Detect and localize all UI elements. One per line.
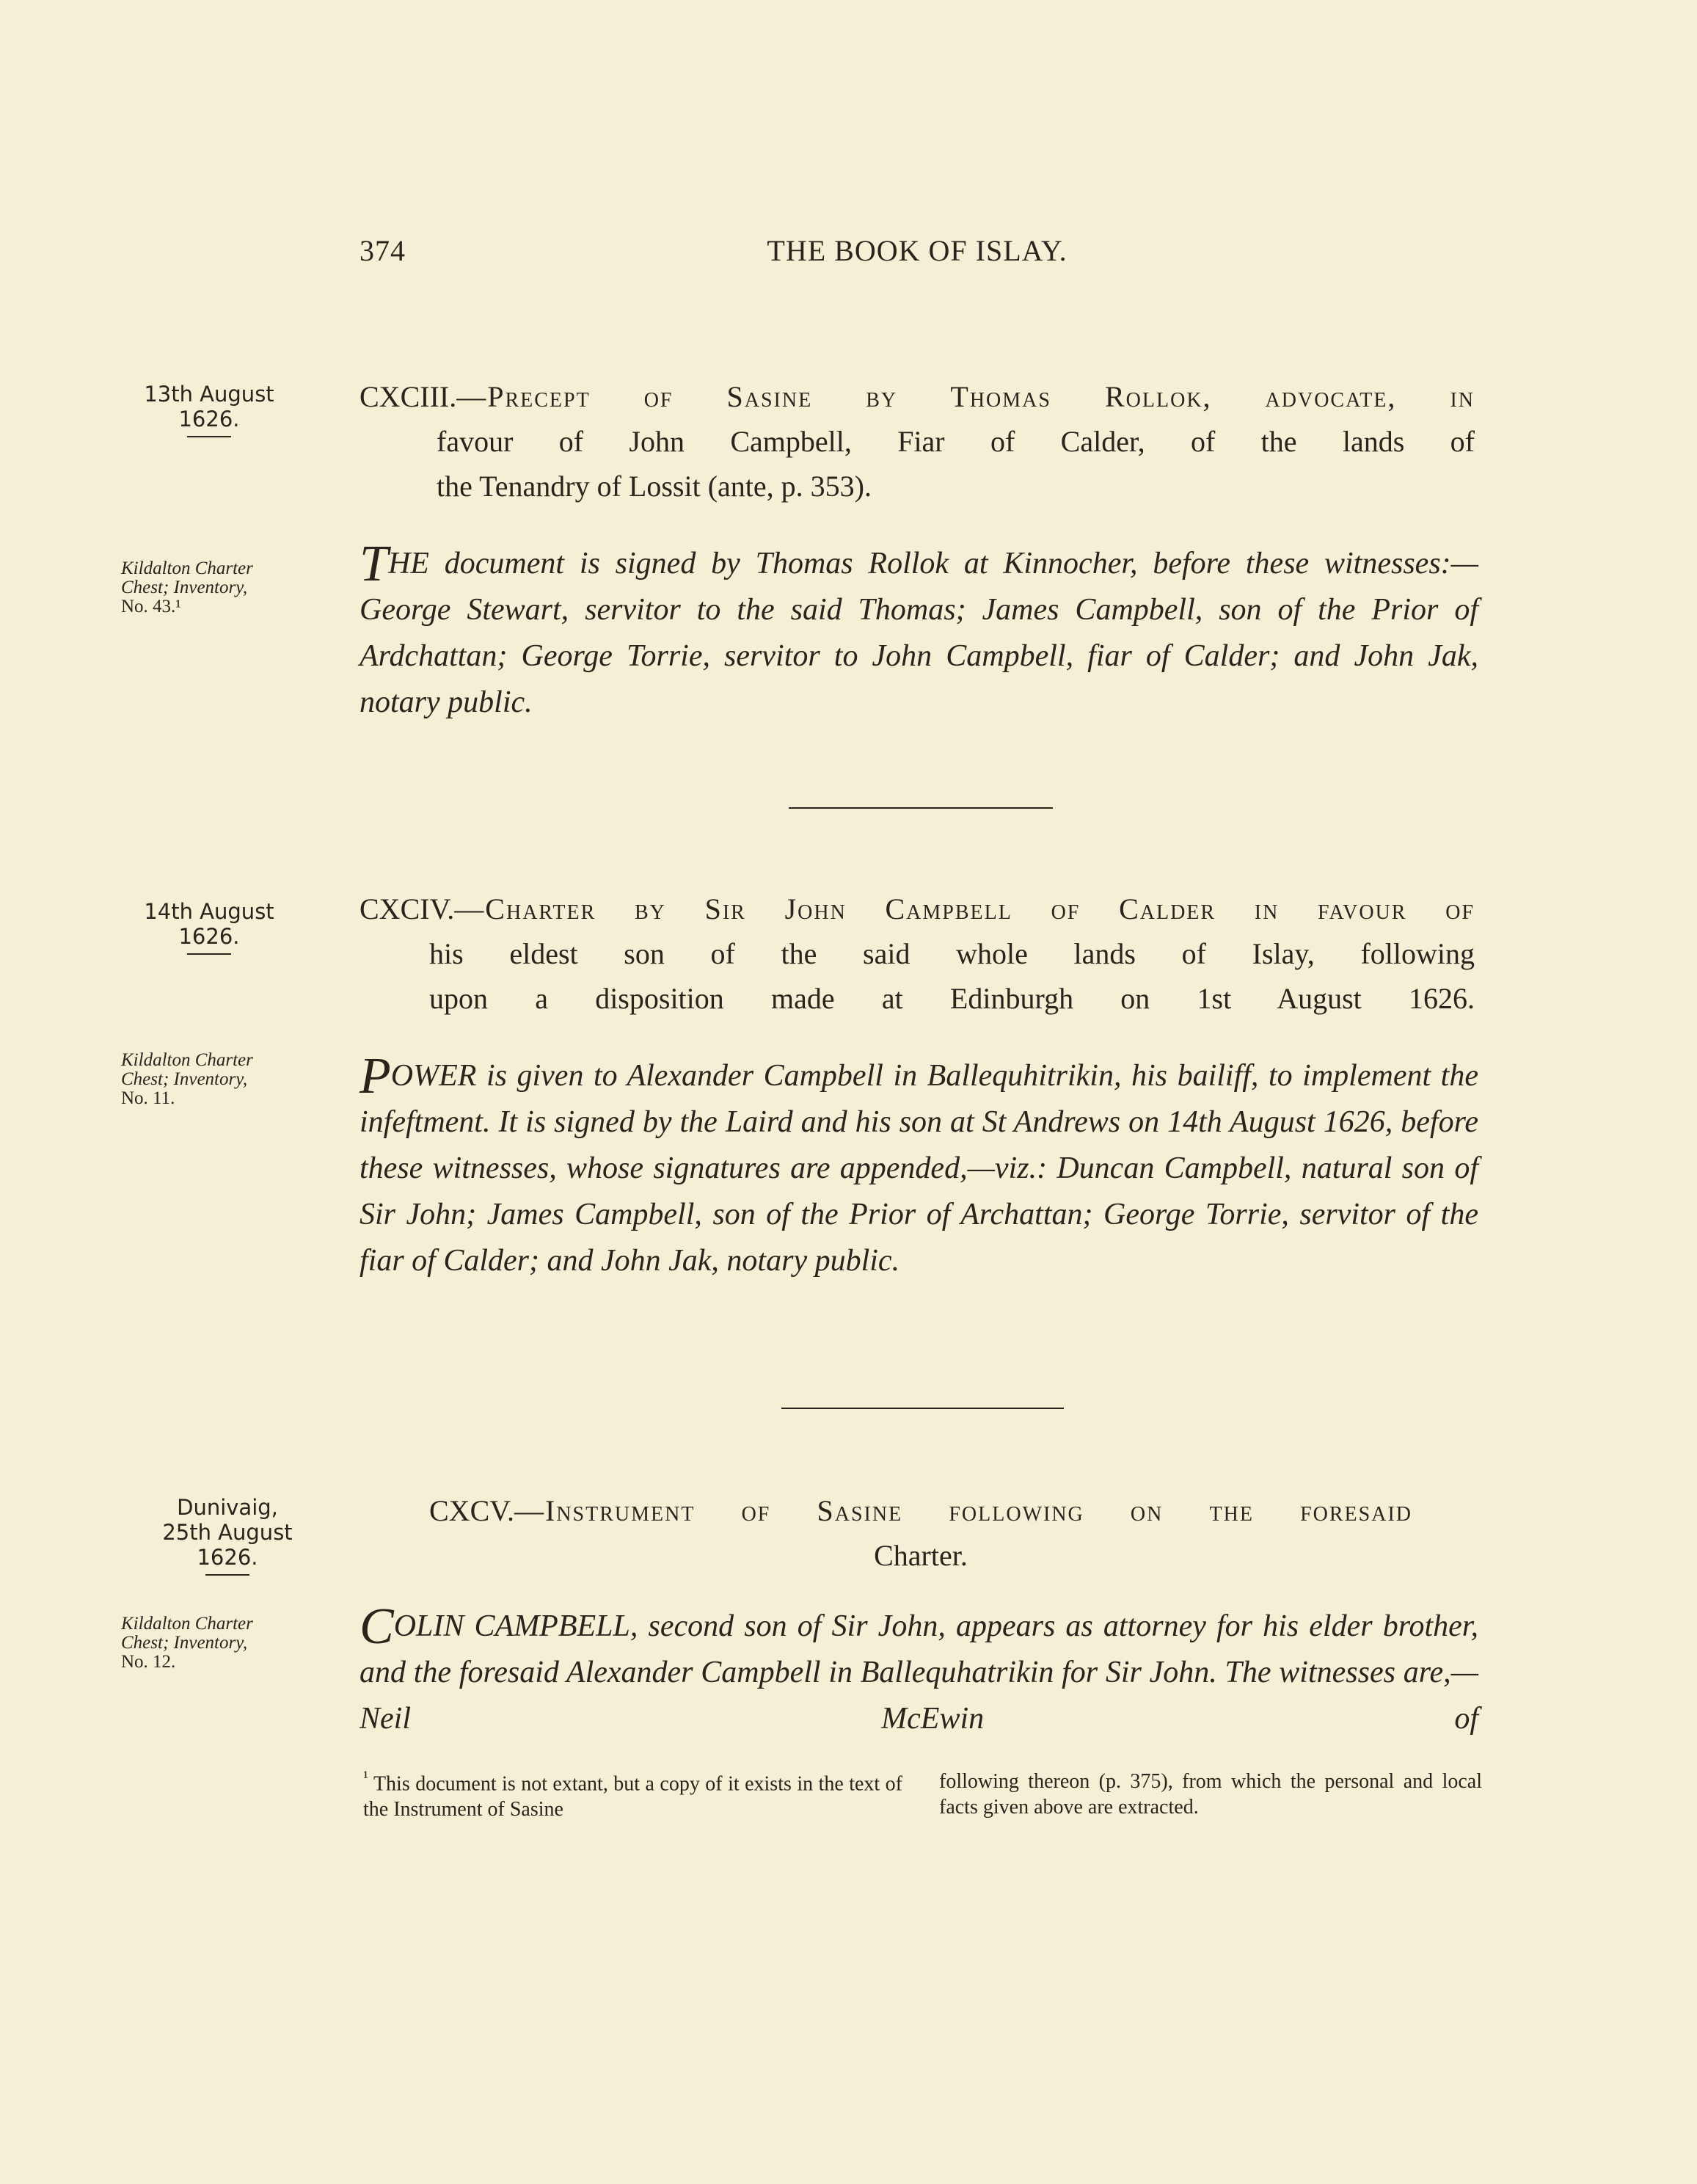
entry-title-line: favour of John Campbell, Fiar of Calder, of the lands of: [437, 425, 1475, 458]
source-line: No. 12.: [121, 1652, 176, 1672]
entry-body-cxcv: [360, 1598, 1478, 1742]
entry-title-line: upon a disposition made at Edinburgh on 1st August 1626.: [429, 982, 1475, 1015]
entry-title-line: [360, 887, 1475, 931]
source-line: Kildalton Charter: [121, 1614, 253, 1634]
source-line: Kildalton Charter: [121, 1050, 253, 1070]
date-line: 1626.: [197, 1545, 258, 1570]
page-number: 374: [360, 234, 406, 267]
source-line: No. 11.: [121, 1088, 175, 1108]
entry-body-cxciii: [360, 536, 1478, 726]
drop-cap: P: [360, 1048, 391, 1104]
title-text: —Precept of Sasine by Thomas Rollok, advocate, in: [456, 380, 1475, 413]
entry-title-line: [429, 1488, 1412, 1533]
source-line: Chest; Inventory,: [121, 578, 248, 597]
section-divider: [781, 1408, 1064, 1409]
page-title: THE BOOK OF ISLAY.: [767, 234, 1068, 267]
title-text: —Charter by Sir John Campbell of Calder in favour of: [454, 892, 1475, 925]
entry-date-cxcv: [136, 1495, 319, 1576]
entry-title-line: [360, 374, 1475, 419]
entry-title-line: his eldest son of the said whole lands of Islay, following: [429, 937, 1475, 970]
date-line: 1626.: [178, 924, 240, 949]
footnote-text: following thereon (p. 375), from which the personal and local facts given above are extracted.: [939, 1770, 1482, 1819]
footnote-text: This document is not extant, but a copy of it exists in the text of the Instrument of Sasine: [363, 1772, 902, 1821]
date-rule: [187, 953, 231, 955]
entry-heading-cxcv: [429, 1488, 1412, 1578]
body-text: HE document is signed by Thomas Rollok at Kinnocher, before these witnesses:—George Stewart, servitor to the said Thomas; James Campbell, son of the Prior of Ardchattan; George Torrie, servitor to John Campbell, fiar of Calder; and John Jak, notary public.: [360, 547, 1478, 719]
title-text: —Instrument of Sasine following on the foresaid: [514, 1494, 1412, 1527]
entry-source-cxciii: [121, 559, 312, 616]
date-line: 1626.: [178, 407, 240, 432]
entry-date-cxciv: [117, 899, 301, 955]
entry-number: CXCIV.: [360, 892, 455, 925]
body-text: OWER is given to Alexander Campbell in Ballequhitrikin, his bailiff, to implement the infeftment. It is signed by the Laird and his son at St Andrews on 14th August 1626, before these witnesses, whose signatures are appended,—viz.: Duncan Campbell, natural son of Sir John; James Campbell, son of the Prior of Archattan; George Torrie, servitor of the fiar of Calder; and John Jak, notary public.: [360, 1059, 1478, 1278]
entry-number: CXCV.: [429, 1494, 514, 1527]
date-line: 25th August: [162, 1520, 293, 1545]
body-text: OLIN CAMPBELL, second son of Sir John, appears as attorney for his elder brother, and the foresaid Alexander Campbell in Ballequhatrikin for Sir John. The witnesses are,—Neil McEwin of: [360, 1609, 1478, 1736]
source-line: Kildalton Charter: [121, 558, 253, 578]
footnote-left: [363, 1765, 902, 1822]
drop-cap: T: [360, 536, 388, 592]
entry-title-line: the Tenandry of Lossit (ante, p. 353).: [437, 470, 872, 503]
date-line: Dunivaig,: [177, 1495, 278, 1520]
source-line: Chest; Inventory,: [121, 1633, 248, 1653]
footnote-marker: ¹: [363, 1768, 368, 1787]
entry-date-cxciii: [117, 382, 301, 437]
entry-source-cxcv: [121, 1615, 312, 1672]
entry-title-line: Charter.: [874, 1539, 968, 1572]
entry-body-cxciv: [360, 1048, 1478, 1284]
entry-number: CXCIII.: [360, 380, 457, 413]
drop-cap: C: [360, 1598, 394, 1655]
running-header: [360, 233, 1475, 270]
entry-heading-cxciv: [360, 887, 1475, 1021]
entry-heading-cxciii: [360, 374, 1475, 509]
date-rule: [187, 436, 231, 437]
date-line: 13th August: [144, 382, 274, 407]
source-line: Chest; Inventory,: [121, 1069, 248, 1089]
entry-source-cxciv: [121, 1051, 312, 1108]
footnote-right: [939, 1769, 1482, 1820]
date-rule: [205, 1574, 249, 1576]
source-line: No. 43.¹: [121, 597, 181, 616]
section-divider: [789, 807, 1053, 809]
date-line: 14th August: [144, 899, 274, 924]
